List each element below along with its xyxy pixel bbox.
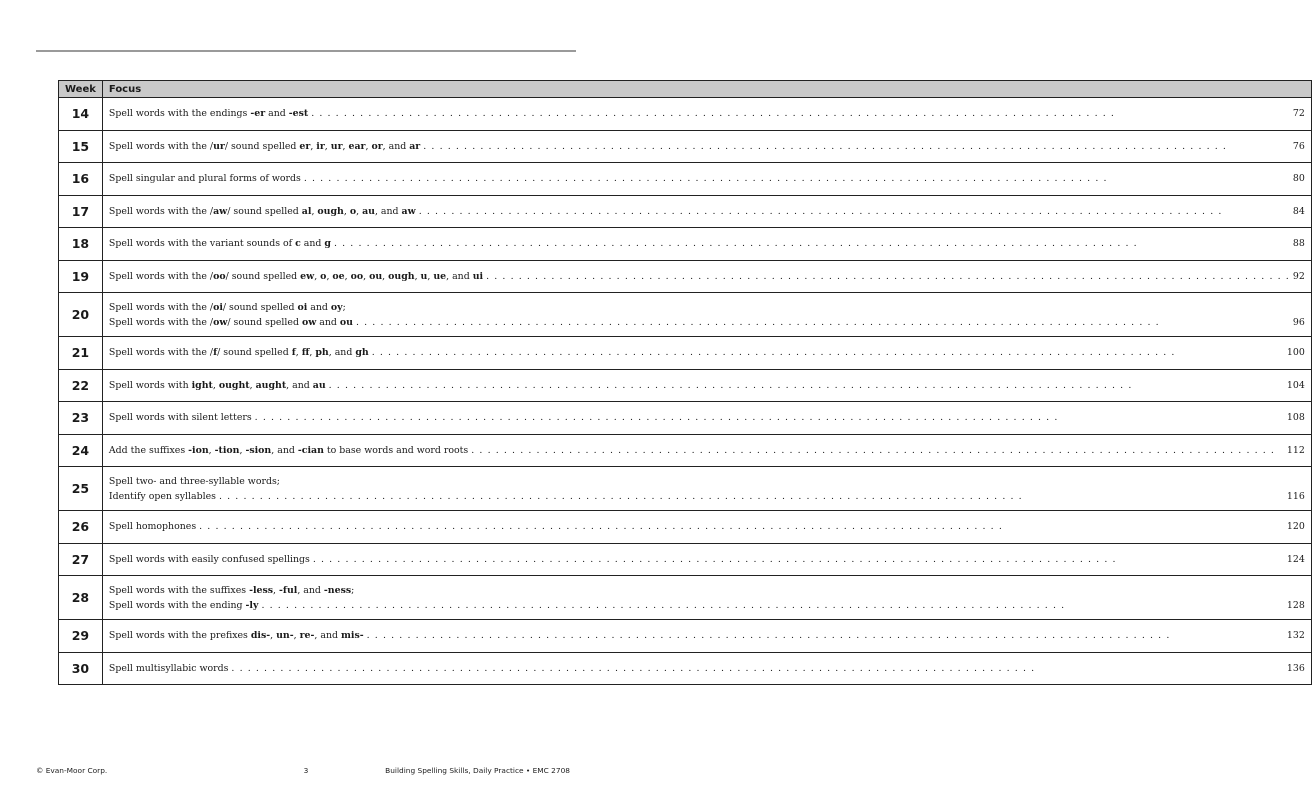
text-segment: , <box>212 379 219 391</box>
focus-text <box>109 552 310 567</box>
table-row <box>59 369 1312 402</box>
spelling-pattern: ar <box>409 140 421 152</box>
focus-cell <box>102 620 1311 653</box>
dot-leader <box>471 443 1284 458</box>
table-row <box>59 652 1312 685</box>
focus-text <box>109 236 331 251</box>
spelling-pattern: -ful <box>279 584 298 596</box>
spelling-pattern: er <box>299 140 311 152</box>
spelling-pattern: aw <box>401 205 416 217</box>
text-segment: / sound spelled <box>227 316 302 328</box>
page-reference: 88 <box>1292 238 1305 250</box>
table-row <box>59 402 1312 435</box>
text-segment: Spell two- and three-syllable words; <box>108 475 280 487</box>
text-segment: , and <box>446 270 473 282</box>
spelling-pattern: oy <box>330 301 343 313</box>
week-number: 21 <box>59 337 103 370</box>
spelling-pattern: f <box>291 347 296 359</box>
spelling-pattern: ew <box>300 270 315 282</box>
focus-line <box>109 519 1305 534</box>
focus-cell <box>102 293 1311 337</box>
focus-cell <box>102 543 1311 576</box>
text-segment: Spell words with the / <box>108 316 214 328</box>
spelling-pattern: ow <box>213 316 228 328</box>
text-segment: Spell words with the / <box>108 301 214 313</box>
spelling-pattern: oo <box>213 270 226 282</box>
table-row <box>59 293 1312 337</box>
week-number: 19 <box>59 260 103 293</box>
text-segment: Spell words with the / <box>108 205 214 217</box>
focus-line <box>109 204 1305 219</box>
spelling-pattern: ough <box>317 205 344 217</box>
table-row <box>59 337 1312 370</box>
text-segment: Spell words with the / <box>108 140 214 152</box>
text-segment: , <box>273 584 280 596</box>
spelling-pattern: au <box>312 379 326 391</box>
focus-cell <box>102 228 1311 261</box>
week-number: 18 <box>59 228 103 261</box>
week-number: 24 <box>59 434 103 467</box>
week-number: 22 <box>59 369 103 402</box>
week-number: 25 <box>59 467 103 511</box>
page-reference: 136 <box>1286 662 1305 674</box>
spelling-pattern: mis- <box>340 630 364 642</box>
dot-leader <box>334 236 1290 251</box>
text-segment: , <box>293 630 300 642</box>
page-reference: 128 <box>1286 599 1305 611</box>
text-segment: , and <box>374 205 402 217</box>
text-segment: Spell words with easily confused spellings <box>108 553 310 565</box>
text-segment: Add the suffixes <box>108 444 189 456</box>
copyright-footer: © Evan-Moor Corp. <box>36 766 108 775</box>
page-reference: 104 <box>1286 379 1305 391</box>
text-segment: , <box>314 270 321 282</box>
text-segment: / sound spelled <box>227 205 302 217</box>
dot-leader <box>367 628 1284 643</box>
focus-cell <box>102 576 1311 620</box>
spelling-pattern: ph <box>315 347 329 359</box>
week-number: 27 <box>59 543 103 576</box>
spelling-pattern: ought <box>218 379 250 391</box>
text-segment: Spell words with the prefixes <box>108 630 251 642</box>
spelling-pattern: or <box>371 140 383 152</box>
focus-cell <box>102 98 1311 131</box>
text-segment: / sound spelled <box>222 301 298 313</box>
text-segment: , and <box>297 584 324 596</box>
spelling-pattern: aw <box>213 205 228 217</box>
table-row <box>59 620 1312 653</box>
dot-leader <box>372 345 1284 360</box>
spelling-pattern: -less <box>249 584 274 596</box>
text-segment: Spell words with the / <box>108 270 214 282</box>
spelling-pattern: -tion <box>214 444 240 456</box>
focus-cell <box>102 337 1311 370</box>
focus-line <box>109 661 1305 676</box>
spelling-pattern: ow <box>301 316 317 328</box>
focus-cell <box>102 260 1311 293</box>
spelling-pattern: ff <box>301 347 310 359</box>
spelling-pattern: gh <box>355 347 369 359</box>
table-row <box>59 163 1312 196</box>
spelling-pattern: -est <box>288 108 309 120</box>
dot-leader <box>356 315 1290 330</box>
focus-line <box>109 171 1305 186</box>
text-segment: Spell words with <box>108 379 192 391</box>
contents-table <box>58 80 1312 685</box>
focus-line <box>109 236 1305 251</box>
text-segment: , <box>311 205 318 217</box>
text-segment: , and <box>382 140 410 152</box>
text-segment: Spell words with the suffixes <box>108 584 250 596</box>
spelling-pattern: oo <box>350 270 364 282</box>
spelling-pattern: -ly <box>245 599 259 611</box>
focus-text <box>109 106 308 121</box>
focus-text <box>109 519 196 534</box>
focus-cell <box>102 163 1311 196</box>
spelling-pattern: ir <box>316 140 325 152</box>
table-row <box>59 260 1312 293</box>
focus-cell <box>102 195 1311 228</box>
week-column-header: Week <box>59 81 103 98</box>
focus-line <box>109 583 1305 598</box>
focus-text <box>109 598 259 613</box>
text-segment: , <box>309 347 316 359</box>
text-segment: , <box>342 140 349 152</box>
page-reference: 132 <box>1286 630 1305 642</box>
focus-line <box>109 443 1305 458</box>
focus-text <box>109 628 364 643</box>
page-number: 3 <box>303 766 309 775</box>
focus-text <box>109 139 420 154</box>
focus-text <box>109 410 252 425</box>
spelling-pattern: ur <box>213 140 225 152</box>
dot-leader <box>419 204 1290 219</box>
focus-cell <box>102 467 1311 511</box>
spelling-pattern: ui <box>472 270 484 282</box>
page-reference: 80 <box>1292 173 1305 185</box>
dot-leader <box>261 598 1283 613</box>
focus-text <box>109 300 346 315</box>
text-segment: , <box>310 140 317 152</box>
text-segment: , <box>363 270 370 282</box>
page-reference: 92 <box>1292 270 1305 282</box>
focus-line <box>109 315 1305 330</box>
text-segment: , <box>343 205 350 217</box>
week-number: 29 <box>59 620 103 653</box>
dot-leader <box>199 519 1284 534</box>
table-row <box>59 98 1312 131</box>
page-reference: 84 <box>1292 205 1305 217</box>
text-segment: and <box>307 301 331 313</box>
page-reference: 96 <box>1292 316 1305 328</box>
text-segment: , and <box>314 630 341 642</box>
spelling-pattern: ou <box>369 270 383 282</box>
focus-line <box>109 269 1305 284</box>
spelling-pattern: ur <box>330 140 343 152</box>
text-segment: / sound spelled <box>217 347 292 359</box>
text-segment: , <box>239 444 246 456</box>
focus-text <box>109 661 229 676</box>
page-reference: 108 <box>1286 412 1305 424</box>
dot-leader <box>423 139 1290 154</box>
top-rule <box>36 50 576 52</box>
page-reference: 72 <box>1292 108 1305 120</box>
focus-text <box>109 583 354 598</box>
dot-leader <box>231 661 1283 676</box>
text-segment: ; <box>351 584 355 596</box>
focus-line <box>109 410 1305 425</box>
focus-line <box>109 139 1305 154</box>
focus-line <box>109 598 1305 613</box>
text-segment: and <box>300 238 325 250</box>
table-row <box>59 576 1312 620</box>
spelling-pattern: au <box>362 205 375 217</box>
spelling-pattern: u <box>420 270 428 282</box>
text-segment: , <box>344 270 351 282</box>
focus-text <box>109 489 216 504</box>
focus-line <box>109 106 1305 121</box>
focus-line <box>109 345 1305 360</box>
table-row <box>59 434 1312 467</box>
text-segment: , <box>208 444 215 456</box>
spelling-pattern: -ness <box>323 584 352 596</box>
table-row <box>59 543 1312 576</box>
week-number: 30 <box>59 652 103 685</box>
table-row <box>59 228 1312 261</box>
focus-cell <box>102 402 1311 435</box>
focus-line <box>109 474 1305 489</box>
focus-line <box>109 489 1305 504</box>
focus-cell <box>102 369 1311 402</box>
dot-leader <box>304 171 1290 186</box>
page-reference: 100 <box>1286 347 1305 359</box>
week-number: 16 <box>59 163 103 196</box>
spelling-pattern: oi <box>213 301 223 313</box>
week-number: 26 <box>59 511 103 544</box>
text-segment: / sound spelled <box>225 270 301 282</box>
page-reference: 112 <box>1286 444 1305 456</box>
text-segment: Spell words with the / <box>108 347 214 359</box>
focus-column-header: Focus <box>102 81 1311 98</box>
text-segment: Spell singular and plural forms of words <box>108 173 301 185</box>
text-segment: Spell homophones <box>108 521 197 533</box>
focus-line <box>109 300 1305 315</box>
focus-text <box>109 269 483 284</box>
week-number: 17 <box>59 195 103 228</box>
text-segment: , <box>427 270 434 282</box>
text-segment: and <box>316 316 340 328</box>
dot-leader <box>255 410 1284 425</box>
book-title-footer: Building Spelling Skills, Daily Practice • EMC 2708 <box>385 766 570 775</box>
focus-line <box>109 378 1305 393</box>
focus-cell <box>102 130 1311 163</box>
table-body <box>59 98 1312 685</box>
text-segment: , and <box>271 444 298 456</box>
text-segment: to base words and word roots <box>323 444 469 456</box>
table-row <box>59 467 1312 511</box>
table-row <box>59 130 1312 163</box>
spelling-pattern: ue <box>433 270 447 282</box>
focus-text <box>109 345 369 360</box>
spelling-pattern: ough <box>388 270 415 282</box>
week-number: 28 <box>59 576 103 620</box>
table-header-row <box>59 81 1312 98</box>
dot-leader <box>219 489 1284 504</box>
week-number: 23 <box>59 402 103 435</box>
spelling-pattern: ou <box>339 316 353 328</box>
spelling-pattern: aught <box>255 379 287 391</box>
spelling-pattern: ear <box>348 140 366 152</box>
spelling-pattern: c <box>295 238 301 250</box>
text-segment: , <box>414 270 421 282</box>
text-segment: , and <box>286 379 313 391</box>
spelling-pattern: g <box>324 238 331 250</box>
spelling-pattern: oi <box>297 301 308 313</box>
text-segment: ; <box>342 301 346 313</box>
page-reference: 116 <box>1286 490 1305 502</box>
spelling-pattern: o <box>349 205 357 217</box>
dot-leader <box>329 378 1284 393</box>
focus-text <box>109 315 353 330</box>
text-segment: Spell words with silent letters <box>108 412 252 424</box>
spelling-pattern: -cian <box>297 444 324 456</box>
text-segment: Spell words with the endings <box>108 108 251 120</box>
spelling-pattern: un- <box>276 630 294 642</box>
text-segment: , <box>365 140 372 152</box>
text-segment: Spell words with the ending <box>108 599 246 611</box>
spelling-pattern: dis- <box>250 630 271 642</box>
spelling-pattern: ight <box>191 379 213 391</box>
page-reference: 124 <box>1286 553 1305 565</box>
focus-line <box>109 628 1305 643</box>
focus-text <box>109 171 301 186</box>
text-segment: , <box>249 379 256 391</box>
text-segment: / sound spelled <box>224 140 300 152</box>
text-segment: , <box>270 630 277 642</box>
table-row <box>59 511 1312 544</box>
text-segment: , <box>324 140 331 152</box>
dot-leader <box>313 552 1284 567</box>
text-segment: , <box>382 270 389 282</box>
week-number: 20 <box>59 293 103 337</box>
spelling-pattern: f <box>213 347 218 359</box>
week-number: 15 <box>59 130 103 163</box>
focus-text <box>109 474 280 489</box>
text-segment: , and <box>328 347 356 359</box>
page-reference: 120 <box>1286 521 1305 533</box>
dot-leader <box>311 106 1290 121</box>
text-segment: , <box>356 205 363 217</box>
dot-leader <box>486 269 1290 284</box>
text-segment: Spell multisyllabic words <box>108 662 229 674</box>
spelling-pattern: oe <box>332 270 345 282</box>
focus-text <box>109 378 326 393</box>
text-segment: and <box>265 108 289 120</box>
spelling-pattern: -ion <box>188 444 209 456</box>
spelling-pattern: al <box>301 205 312 217</box>
spelling-pattern: -sion <box>245 444 272 456</box>
week-number: 14 <box>59 98 103 131</box>
spelling-pattern: o <box>320 270 327 282</box>
focus-line <box>109 552 1305 567</box>
spelling-pattern: -er <box>250 108 266 120</box>
page-reference: 76 <box>1292 140 1305 152</box>
focus-cell <box>102 434 1311 467</box>
text-segment: , <box>326 270 333 282</box>
spelling-pattern: re- <box>299 630 315 642</box>
text-segment: , <box>295 347 302 359</box>
focus-text <box>109 443 468 458</box>
text-segment: Spell words with the variant sounds of <box>108 238 296 250</box>
focus-cell <box>102 511 1311 544</box>
focus-cell <box>102 652 1311 685</box>
text-segment: Identify open syllables <box>108 490 216 502</box>
focus-text <box>109 204 416 219</box>
table-row <box>59 195 1312 228</box>
